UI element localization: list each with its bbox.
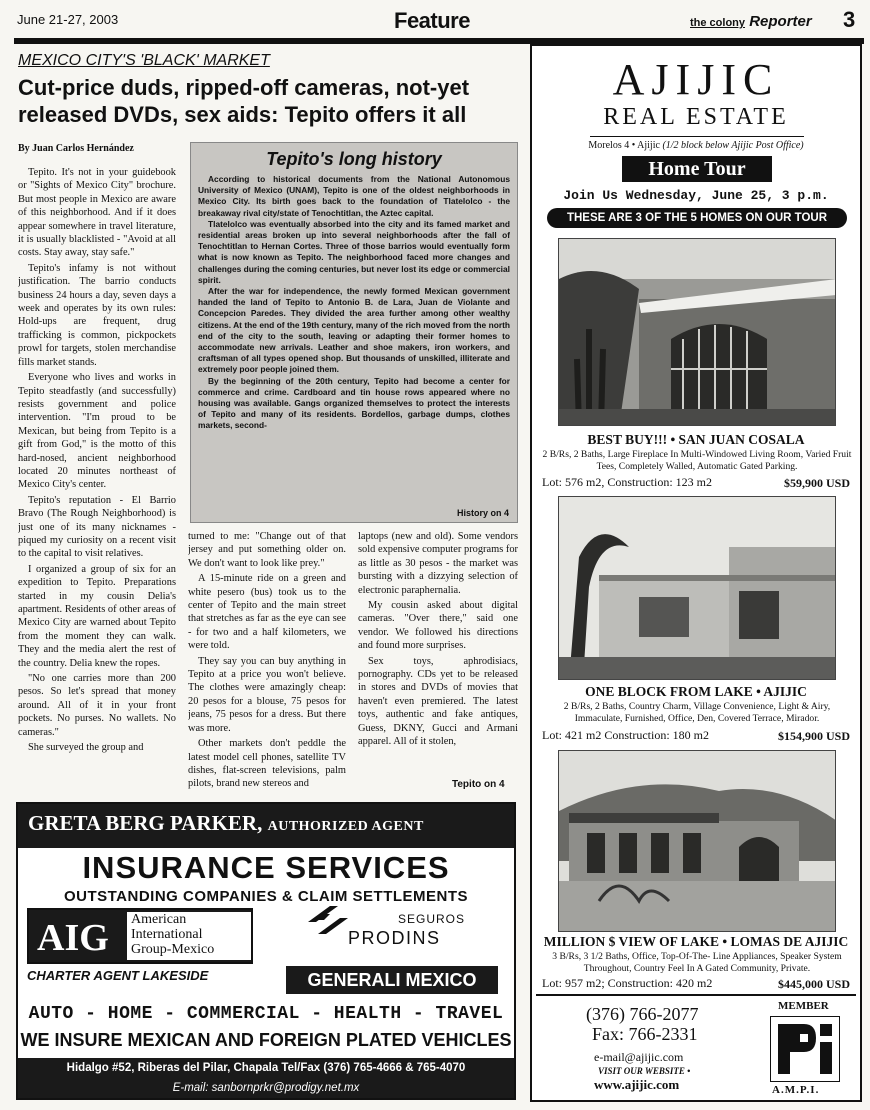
address-note: (1/2 block below Ajijic Post Office) [662,140,804,151]
paragraph: Everyone who lives and works in Tepito steadfastly (and successfully) resists government and police intervention. "I'm proud to be Mexican, but being from Tepito is a gift from God," is the motto of this hard-nosed, ancient neighborhood located 20 minutes northeast of Mexico City's center. [18,372,176,491]
ajijic-logo-sub: REAL ESTATE [603,104,789,130]
listing-title: MILLION $ VIEW OF LAKE • LOMAS DE AJIJIC [543,934,849,949]
section-title: Feature [394,8,470,33]
article-column-2 [188,530,346,792]
paragraph: "No one carries more than 200 pesos. So let's spread that money around. All of it in your front pockets. No purses. No wallets. No cameras." [18,673,176,738]
agent-banner [18,804,514,848]
paragraph: I organized a group of six for an expedition to Tepito. Preparations started in my cousin Delia's apartment. Residents of other areas of Mexico City are warned about Tepito from the moment they can walk. They and the media alert the rest of the country. Delia knew the ropes. [18,563,176,669]
paragraph: After the war for independence, the newly formed Mexican government handed the land of Tepito to Antonio B. de Lara, Juan de Violante and Concepcion Paredes. They divided the area further among other wealthy citizens. At the end of the 19th century, many of the rich moved from the north end of the city to the south, leaving or adapting their former homes to accommodate new arrivals. Leather and shoe makers, iron workers, and craftsman of all types opened shop. But thousands of unskilled, illiterate and extremely poor people joined them. [198,286,510,375]
agent-title: AUTHORIZED AGENT [267,819,424,834]
paragraph: Tepito. It's not in your guidebook or "Sights of Mexico City" brochure. But most people in Mexico are aware of this neighborhood. And if it does appear somewhere in travel literature, it is usually blacklisted - "Avoid at all costs. Stay away, stay safe." [18,167,176,259]
aig-letters: AIG [37,917,109,959]
paragraph: Tlatelolco was eventually absorbed into the city and its famed market and residential areas broken up into several neighborhoods after the fall of Tenochtitlan to Hernan Cortes. Three of those barrios would eventually form what is now known as Tepito. The neighborhood faced more changes and challenges during the coming centuries, but never lost its edge or commercial spirit. [198,218,510,285]
insurance-ad [16,802,516,1100]
contact-rule [536,994,856,996]
prodins-name: PRODINS [348,928,441,948]
listing-lot: Lot: 957 m2; Construction: 420 m2 [542,976,713,990]
paragraph: A 15-minute ride on a green and white pesero (bus) took us to the center of Tepito and the main street that stretches as far as the eye can see - for two and a half kilometers, we were told. [188,573,346,652]
insurance-tagline: OUTSTANDING COMPANIES & CLAIM SETTLEMENTS [63,888,469,905]
listing-price: $59,900 USD [783,476,850,490]
paragraph: They say you can buy anything in Tepito at a price you won't believe. The clothes were amazingly cheap: 20 pesos for a blouse, 75 pesos for jeans, 75 pesos for a dress. But there was more. [188,655,346,734]
paragraph: Tepito's reputation - El Barrio Bravo (The Rough Neighborhood) is just one of its many nicknames - piqued my curiosity on a recent visit to the capital to visit relatives. [18,494,176,560]
tour-date: Join Us Wednesday, June 25, 3 p.m. [563,188,829,203]
listing-photo [558,238,836,426]
paragraph: laptops (new and old). Some vendors sold expensive computer programs for as little as 30 pesos - the market was bursting with a dizzying selection of electronic paraphernalia. [358,531,518,596]
paragraph: Tepito's infamy is not without justification. The barrio conducts business 24 hours a day, seven days a week and operates by its own rules: Hold-ups are frequent, drug trafficking is common, pickpockets prowl for targets, stolen merchandise fills market stands. [18,262,176,368]
sidebar-jump-line: History on 4 [456,508,509,518]
article-jump-line: Tepito on 4 [452,779,505,790]
sidebar-title: Tepito's long history [266,149,442,169]
article-column-3 [358,530,518,778]
listing-description: 2 B/Rs, 2 Baths, Large Fireplace In Multi-Windowed Living Room, Varied Fruit Tees, Completely Walled, Automatic Gated Parking. [542,449,852,473]
paragraph: Sex toys, aphrodisiacs, pornography. CDs yet to be released in stores and DVDs of movies that haven't even premiered. The latest toys, authentic and fake antiques, Guess, DKNY, Gucci and Armani apparel. All of it stolen, [358,655,518,748]
paper-name [690,13,812,30]
paper-prefix: the colony [690,17,746,29]
listing-description: 2 B/Rs, 2 Baths, Country Charm, Village Convenience, Light & Airy, Immaculate, Furnished, Office, Den, Covered Terrace, Mirador. [563,701,831,725]
aig-name-line: International [131,927,203,942]
agent-name: GRETA BERG PARKER, [28,811,263,835]
aig-name-line: American [131,912,187,927]
aig-name [127,912,251,960]
paragraph: turned to me: "Change out of that jersey and put something older on. We don't want to look like prey." [188,531,346,569]
listing-photo [558,750,836,932]
paragraph: According to historical documents from the National Autonomous University of Mexico (UNAM), Tepito is one of the oldest neighborhoods in Mexico City. Its birth goes back to the foundation of Tlatelolco - the breakaway rival city/state of Tenochtitlan, the Aztec capital. [198,174,510,218]
member-label: MEMBER [778,1000,829,1012]
paragraph: She surveyed the group and [28,742,144,754]
insurance-address: Hidalgo #52, Riberas del Pilar, Chapala Tel/Fax (376) 765-4666 & 765-4070 [18,1058,514,1078]
ampi-label: A.M.P.I. [772,1084,820,1096]
history-sidebar [190,142,518,523]
homes-note: THESE ARE 3 OF THE 5 HOMES ON OUR TOUR [547,208,847,228]
insurance-lines: AUTO - HOME - COMMERCIAL - HEALTH - TRAVEL [28,1004,504,1024]
prodins-seguros: SEGUROS [398,912,466,926]
aig-logo [27,908,253,964]
paragraph: Other markets don't peddle the latest model cell phones, satellite TV dishes, flat-screen televisions, palm pilots, brand new stereos and [188,738,346,790]
listing-photo [558,496,836,680]
aig-name-line: Group-Mexico [131,942,215,957]
paragraph: My cousin asked about digital cameras. "Over there," said one vendor. We followed his directions and found more surprises. [358,600,518,652]
page-number: 3 [843,7,856,32]
paragraph: By the beginning of the 20th century, Tepito had become a center for commerce and crime. Cardboard and tin house rows appeared where no housing was available. Gangs organized themselves to protect the interests of Tepito and many of its residents. Bordellos, garbage dumps, clothes markets, second- [198,375,510,431]
sidebar-body [198,174,510,506]
listing-lot: Lot: 421 m2 Construction: 180 m2 [542,728,709,742]
website-url: www.ajijic.com [594,1077,680,1092]
phone-number: (376) 766-2077 [586,1004,699,1024]
article-column-1 [18,166,176,792]
address-text: Morelos 4 • Ajijic [588,140,660,151]
insurance-email: E-mail: sanbornprkr@prodigy.net.mx [18,1078,514,1098]
ampi-logo-icon [770,1016,840,1082]
charter-agent-label: CHARTER AGENT LAKESIDE [27,968,209,983]
article-headline: Cut-price duds, ripped-off cameras, not-yet released DVDs, sex aids: Tepito offers it all [18,75,470,127]
article-kicker: MEXICO CITY'S 'BLACK' MARKET [18,52,270,69]
home-tour-banner: Home Tour [622,156,772,182]
listing-title: BEST BUY!!! • SAN JUAN COSALA [587,432,805,447]
issue-date: June 21-27, 2003 [17,12,119,27]
listing-price: $154,900 USD [777,729,850,743]
listing-lot: Lot: 576 m2, Construction: 123 m2 [542,475,712,489]
paper-title: Reporter [749,13,812,30]
email-address: e-mail@ajijic.com [594,1050,684,1064]
listing-price: $445,000 USD [777,977,850,991]
logo-rule [590,136,804,137]
visit-website-label: VISIT OUR WEBSITE • [598,1066,691,1076]
article-byline: By Juan Carlos Hernández [18,143,134,154]
realestate-ad [530,44,862,1102]
fax-number: Fax: 766-2331 [592,1024,698,1044]
ajijic-logo-main: AJIJIC [612,55,780,104]
office-address [532,140,860,151]
insurance-title: INSURANCE SERVICES [82,850,450,885]
generali-logo: GENERALI MEXICO [286,966,498,994]
insurance-vehicles: WE INSURE MEXICAN AND FOREIGN PLATED VEHICLES [20,1030,512,1050]
listing-description: 3 B/Rs, 3 1/2 Baths, Office, Top-Of-The- Line Appliances, Speaker System Throughout, Country Feel In A Gated Community, Private. [552,951,842,975]
listing-title: ONE BLOCK FROM LAKE • AJIJIC [585,684,807,699]
